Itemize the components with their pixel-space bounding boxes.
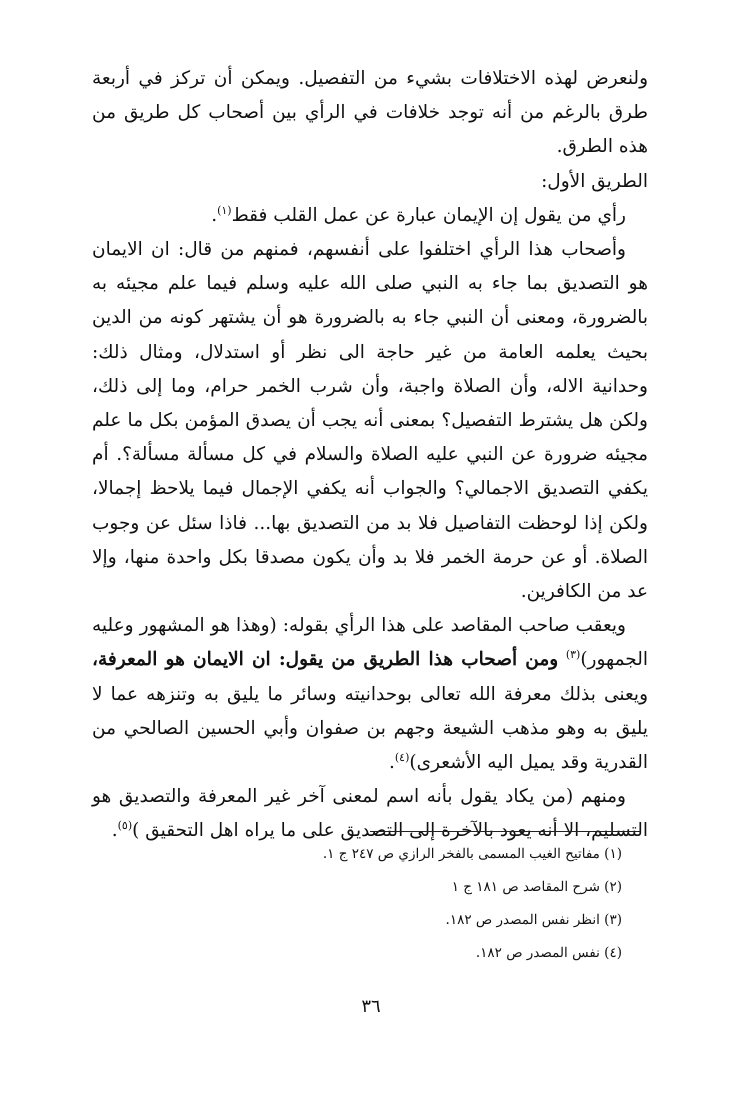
section-heading: الطريق الأول: [541,170,648,192]
paragraph-3 [92,609,648,780]
page-number: ٣٦ [361,996,381,1017]
paragraph-1-text: رأي من يقول إن الإيمان عبارة عن عمل القلب فقط [231,204,626,226]
paragraph-2: وأصحاب هذا الرأي اختلفوا على أنفسهم، فمنهم من قال: ان الايمان هو التصديق بما جاء به النبي صلى الله عليه وسلم فيما علم مجيئه به بالضرورة، ومعنى أن النبي جاء به بالضرورة هو أن يشتهر كونه من الدين بحيث يعلمه العامة من غير حاجة الى نظر أو استدلال، ومثال ذلك: وحدانية الاله، وأن الصلاة واجبة، وأن شرب الخمر حرام، وما إلى ذلك، ولكن هل يشترط التفصيل؟ بمعنى أنه يجب أن يصدق المؤمن بكل ما علم مجيئه ضرورة عن النبي عليه الصلاة والسلام في كل مسألة مسألة؟. أم يكفي التصديق الاجمالي؟ والجواب أنه يكفي الإجمال فيما يلاحظ إجمالا، ولكن إذا لوحظت التفاصيل فلا بد من التصديق بها... فاذا سئل عن وجوب الصلاة. أو عن حرمة الخمر فلا بد وأن يكون مصدقا بكل واحدة منها، وإلا عد من الكافرين. [92,239,648,603]
footnote-3: (٣) انظر نفس المصدر ص ١٨٢. [445,912,622,928]
main-text [92,62,648,849]
paragraph-3-continued: ويعنى بذلك معرفة الله تعالى بوحدانيته وسائر ما يليق به وتنزهه عما لا يليق به وهو مذهب الشيعة وجهم بن صفوان وأبي الحسين الصالحي من القدرية وقد يميل اليه الأشعرى) [92,683,648,774]
paragraph-4-end: . [111,820,118,842]
paragraph-3-end: . [388,752,395,774]
paragraph-4-text: ومنهم (من يكاد يقول بأنه اسم لمعنى آخر غير المعرفة والتصديق هو التسليم، الا أنه يعود بالآخرة إلى التصديق على ما يراه اهل التحقيق ) [92,786,648,842]
footnote-ref-1: (١) [217,203,232,217]
footnote-1: (١) مفاتيح الغيب المسمى بالفخر الرازي ص ٢٤٧ ج ١. [322,846,622,862]
footnotes [122,838,622,970]
paragraph-1-end: . [211,204,218,226]
footnote-ref-4: (٤) [394,750,410,764]
intro-paragraph: ولنعرض لهذه الاختلافات بشيء من التفصيل. ويمكن أن تركز في أربعة طرق بالرغم من أنه توجد خلافات في الرأي بين أصحاب كل طريق من هذه الطرق. [92,68,648,158]
paragraph-1 [92,199,648,233]
footnote-ref-3: (٣) [565,648,581,662]
paragraph-3-quote: ويعقب صاحب المقاصد على هذا الرأي بقوله: (وهذا هو المشهور وعليه الجمهور) [92,615,648,671]
footnote-divider [370,831,640,832]
paragraph-3-bold: ومن أصحاب هذا الطريق من يقول: ان الايمان هو المعرفة، [92,649,559,671]
footnote-2: (٢) شرح المقاصد ص ١٨١ ج ١ [451,879,622,895]
footnote-ref-5: (٥) [117,819,133,833]
footnote-4: (٤) نفس المصدر ص ١٨٢. [475,945,622,961]
